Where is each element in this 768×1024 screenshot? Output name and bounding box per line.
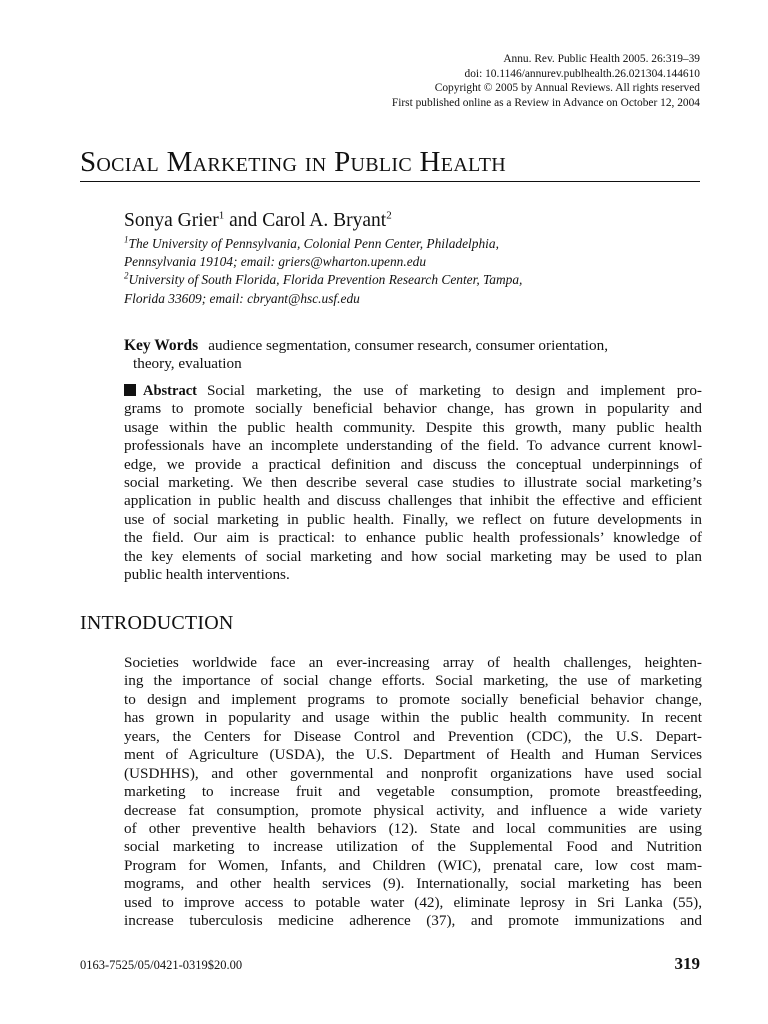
affiliation-2-line2: Florida 33609; email: cbryant@hsc.usf.edu xyxy=(124,290,360,306)
abstract-line: public health interventions. xyxy=(124,565,290,583)
body-line: marketing to increase fruit and vegetable consumption, promote breastfeeding, xyxy=(124,783,702,801)
square-bullet-icon xyxy=(124,384,136,396)
abstract-line: usage within the public health community. Despite this growth, many public health xyxy=(124,418,702,436)
copyright: Copyright © 2005 by Annual Reviews. All rights reserved xyxy=(434,82,700,95)
body-line: ment of Agriculture (USDA), the U.S. Department of Health and Human Services xyxy=(124,746,702,764)
abstract-line: professionals have an incomplete understanding of the field. To advance current knowl- xyxy=(124,437,702,455)
footer-code: 0163-7525/05/0421-0319$20.00 xyxy=(80,958,243,972)
abstract xyxy=(124,382,702,584)
introduction-body xyxy=(124,654,702,931)
affiliation-2-text: University of South Florida, Florida Prevention Research Center, Tampa, xyxy=(128,272,523,288)
body-line: Program for Women, Infants, and Children (WIC), prenatal care, low cost mam- xyxy=(124,856,702,874)
affiliation-1-line2: Pennsylvania 19104; email: griers@wharton.upenn.edu xyxy=(124,254,427,270)
body-line: to design and implement programs to promote socially beneficial behavior change, xyxy=(124,690,702,708)
body-line: Societies worldwide face an ever-increasing array of health challenges, heighten- xyxy=(124,654,702,671)
body-line: used to improve access to potable water (42), eliminate leprosy in Sri Lanka (55), xyxy=(124,893,702,911)
affiliation-1-line1 xyxy=(124,235,522,253)
affiliation-1-text: The University of Pennsylvania, Colonial Penn Center, Philadelphia, xyxy=(128,236,499,251)
abstract-first-line xyxy=(124,382,702,400)
body-line: ing the importance of social change efforts. Social marketing, the use of marketing xyxy=(124,672,702,690)
running-header xyxy=(392,52,700,110)
body-line: of other preventive health behaviors (12). State and local communities are using xyxy=(124,819,702,837)
abstract-label: Abstract xyxy=(143,383,197,399)
body-line: increase tuberculosis medicine adherence (37), and promote immunizations and xyxy=(124,912,702,930)
body-line: decrease fat consumption, promote physical activity, and influence a wide variety xyxy=(124,801,702,819)
author-2: Carol A. Bryant xyxy=(262,210,387,231)
author-conjunction: and xyxy=(224,210,263,231)
keywords-label: Key Words xyxy=(124,337,199,354)
article-title: Social Marketing in Public Health xyxy=(80,146,507,178)
abstract-line: social marketing. We then describe several case studies to illustrate social marketing’s xyxy=(124,473,702,491)
page-number: 319 xyxy=(674,954,700,973)
abstract-line: edge, we provide a practical definition and discuss the conceptual underpinnings of xyxy=(124,455,702,473)
body-line: (USDHHS), and other governmental and nonprofit organizations have used social xyxy=(124,764,702,782)
affiliation-2-line1 xyxy=(124,271,522,289)
body-line: years, the Centers for Disease Control and Prevention (CDC), the U.S. Depart- xyxy=(124,727,702,745)
title-rule xyxy=(80,181,700,182)
affiliation-1-sup: 1 xyxy=(124,234,129,245)
author-1: Sonya Grier xyxy=(124,210,219,231)
affiliation-2-sup: 2 xyxy=(124,270,129,281)
journal-citation: Annu. Rev. Public Health 2005. 26:319–39 xyxy=(503,53,700,65)
abstract-line: application in public health and discuss challenges that inhibit the effective and efficient xyxy=(124,492,702,510)
keywords-line1: audience segmentation, consumer research, consumer orientation, xyxy=(208,337,609,354)
body-line: social marketing to increase utilization of the Supplemental Food and Nutrition xyxy=(124,838,702,856)
author-2-sup: 2 xyxy=(386,209,392,222)
abstract-line: the field. Our aim is practical: to enhance public health professionals’ knowledge of xyxy=(124,529,702,547)
body-line: has grown in popularity and usage within the public health community. In recent xyxy=(124,709,702,727)
keywords xyxy=(124,337,704,374)
keywords-line2: theory, evaluation xyxy=(133,355,242,373)
author-line xyxy=(124,210,392,232)
author-1-sup: 1 xyxy=(218,209,225,222)
abstract-line: the key elements of social marketing and how social marketing may be used to plan xyxy=(124,547,702,565)
abstract-line: grams to promote socially beneficial behavior change, has grown in popularity and xyxy=(124,400,702,418)
abstract-line: Social marketing, the use of marketing to design and implement pro- xyxy=(206,382,702,399)
body-line: mograms, and other health services (9). Internationally, social marketing has been xyxy=(124,875,702,893)
affiliations xyxy=(124,235,522,308)
doi: doi: 10.1146/annurev.publhealth.26.021304.144610 xyxy=(464,67,700,80)
abstract-line: use of social marketing in public health. Finally, we reflect on future developments in xyxy=(124,510,702,528)
publication-date: First published online as a Review in Advance on October 12, 2004 xyxy=(391,96,700,109)
section-heading-introduction: INTRODUCTION xyxy=(80,612,234,634)
